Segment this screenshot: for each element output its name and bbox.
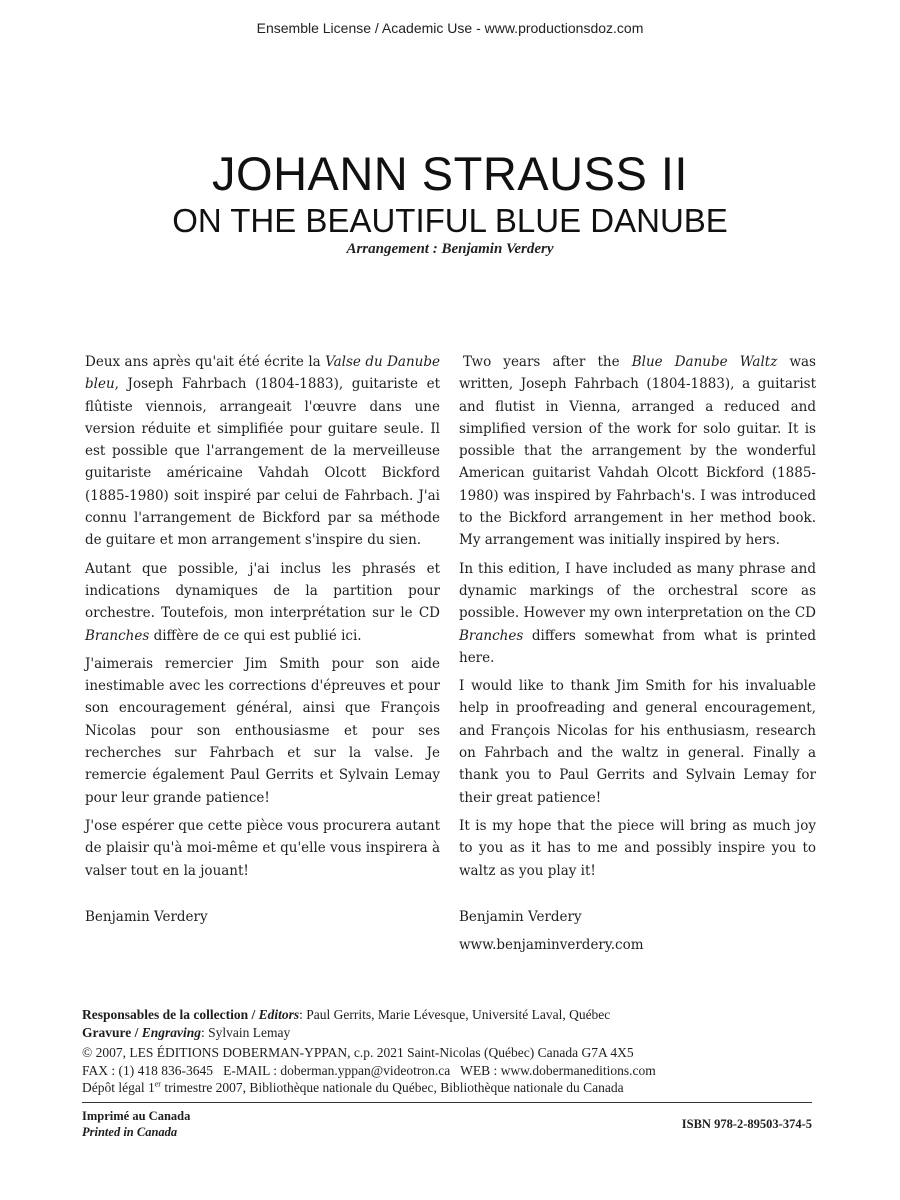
french-signature: Benjamin Verdery (85, 908, 208, 925)
english-paragraph-1: Two years after the Blue Danube Waltz was written, Joseph Fahrbach (1804-1883), a guitarist and flutist in Vienna, arranged a reduced and simplified version of the work for solo guitar. It is possible that the arrangement by the wonderful American guitarist Vahdah Olcott Bickford (1885-1980) was inspired by Fahrbach's. I was introduced to the Bickford arrangement in her method book. My arrangement was initially inspired by hers. (459, 354, 816, 549)
french-paragraph-2: Autant que possible, j'ai inclus les phrasés et indications dynamiques de la partition pour orchestre. Toutefois, mon interprétation sur le CD Branches diffère de ce qui est publié ici. (85, 560, 440, 644)
arrangement-credit: Arrangement : Benjamin Verdery (346, 241, 554, 257)
website-link[interactable]: www.benjaminverdery.com (459, 937, 644, 954)
english-notes-column (459, 351, 816, 962)
copyright-line: © 2007, LES ÉDITIONS DOBERMAN-YPPAN, c.p. 2021 Saint-Nicolas (Québec) Canada G7A 4X5 (82, 1045, 634, 1060)
work-title: ON THE BEAUTIFUL BLUE DANUBE (172, 202, 728, 239)
english-signature: Benjamin Verdery (459, 908, 582, 925)
engraving-line: Gravure / Engraving: Sylvain Lemay (82, 1024, 291, 1040)
french-paragraph-3: J'aimerais remercier Jim Smith pour son aide inestimable avec les corrections d'épreuves et pour son encouragement général, ainsi que François Nicolas pour son enthousiasme et pour ses recherches sur Fahrbach et sur la valse. Je remercie également Paul Gerrits et Sylvain Lemay pour leur grande patience! (85, 655, 440, 806)
publisher-block (82, 1044, 812, 1097)
composer-title: JOHANN STRAUSS II (212, 147, 688, 200)
isbn-number: ISBN 978-2-89503-374-5 (681, 1117, 812, 1131)
printed-en: Printed in Canada (82, 1125, 178, 1139)
french-paragraph-1: Deux ans après qu'ait été écrite la Valse du Danube bleu, Joseph Fahrbach (1804-1883), guitariste et flûtiste viennois, arrangeait l'œuvre dans une version réduite et simplifiée pour guitare seule. Il est possible que l'arrangement de la merveilleuse guitariste américaine Vahdah Olcott Bickford (1885-1980) soit inspiré par celui de Fahrbach. J'ai connu l'arrangement de Bickford par sa méthode de guitare et mon arrangement s'inspire du sien. (85, 354, 440, 549)
contact-line: FAX : (1) 418 836-3645 E-MAIL : doberman.yppan@videotron.ca WEB : www.dobermaneditions.com (82, 1062, 656, 1078)
english-paragraph-3: I would like to thank Jim Smith for his invaluable help in proofreading and general encouragement, and François Nicolas for his enthusiasm, research on Fahrbach and the waltz in general. Finally a thank you to Paul Gerrits and Sylvain Lemay for their great patience! (459, 678, 816, 806)
printed-fr: Imprimé au Canada (82, 1109, 191, 1123)
legal-deposit-line: Dépôt légal 1er trimestre 2007, Bibliothèque nationale du Québec, Bibliothèque nationale du Canada (82, 1079, 624, 1095)
french-notes-column (85, 351, 440, 934)
credits-block (82, 1006, 812, 1041)
editors-line: Responsables de la collection / Editors: Paul Gerrits, Marie Lévesque, Université Laval, Québec (82, 1007, 611, 1022)
license-notice: Ensemble License / Academic Use - www.productionsdoz.com (256, 20, 644, 36)
footer-divider (82, 1102, 812, 1103)
english-paragraph-4: It is my hope that the piece will bring as much joy to you as it has to me and possibly inspire you to waltz as you play it! (459, 817, 816, 879)
printed-in-block (82, 1108, 190, 1140)
english-paragraph-2: In this edition, I have included as many phrase and dynamic markings of the orchestral score as possible. However my own interpretation on the CD Branches differs somewhat from what is printed here. (459, 560, 816, 666)
french-paragraph-4: J'ose espérer que cette pièce vous procurera autant de plaisir qu'à moi-même et qu'elle vous inspirera à valser tout en la jouant! (85, 817, 441, 879)
